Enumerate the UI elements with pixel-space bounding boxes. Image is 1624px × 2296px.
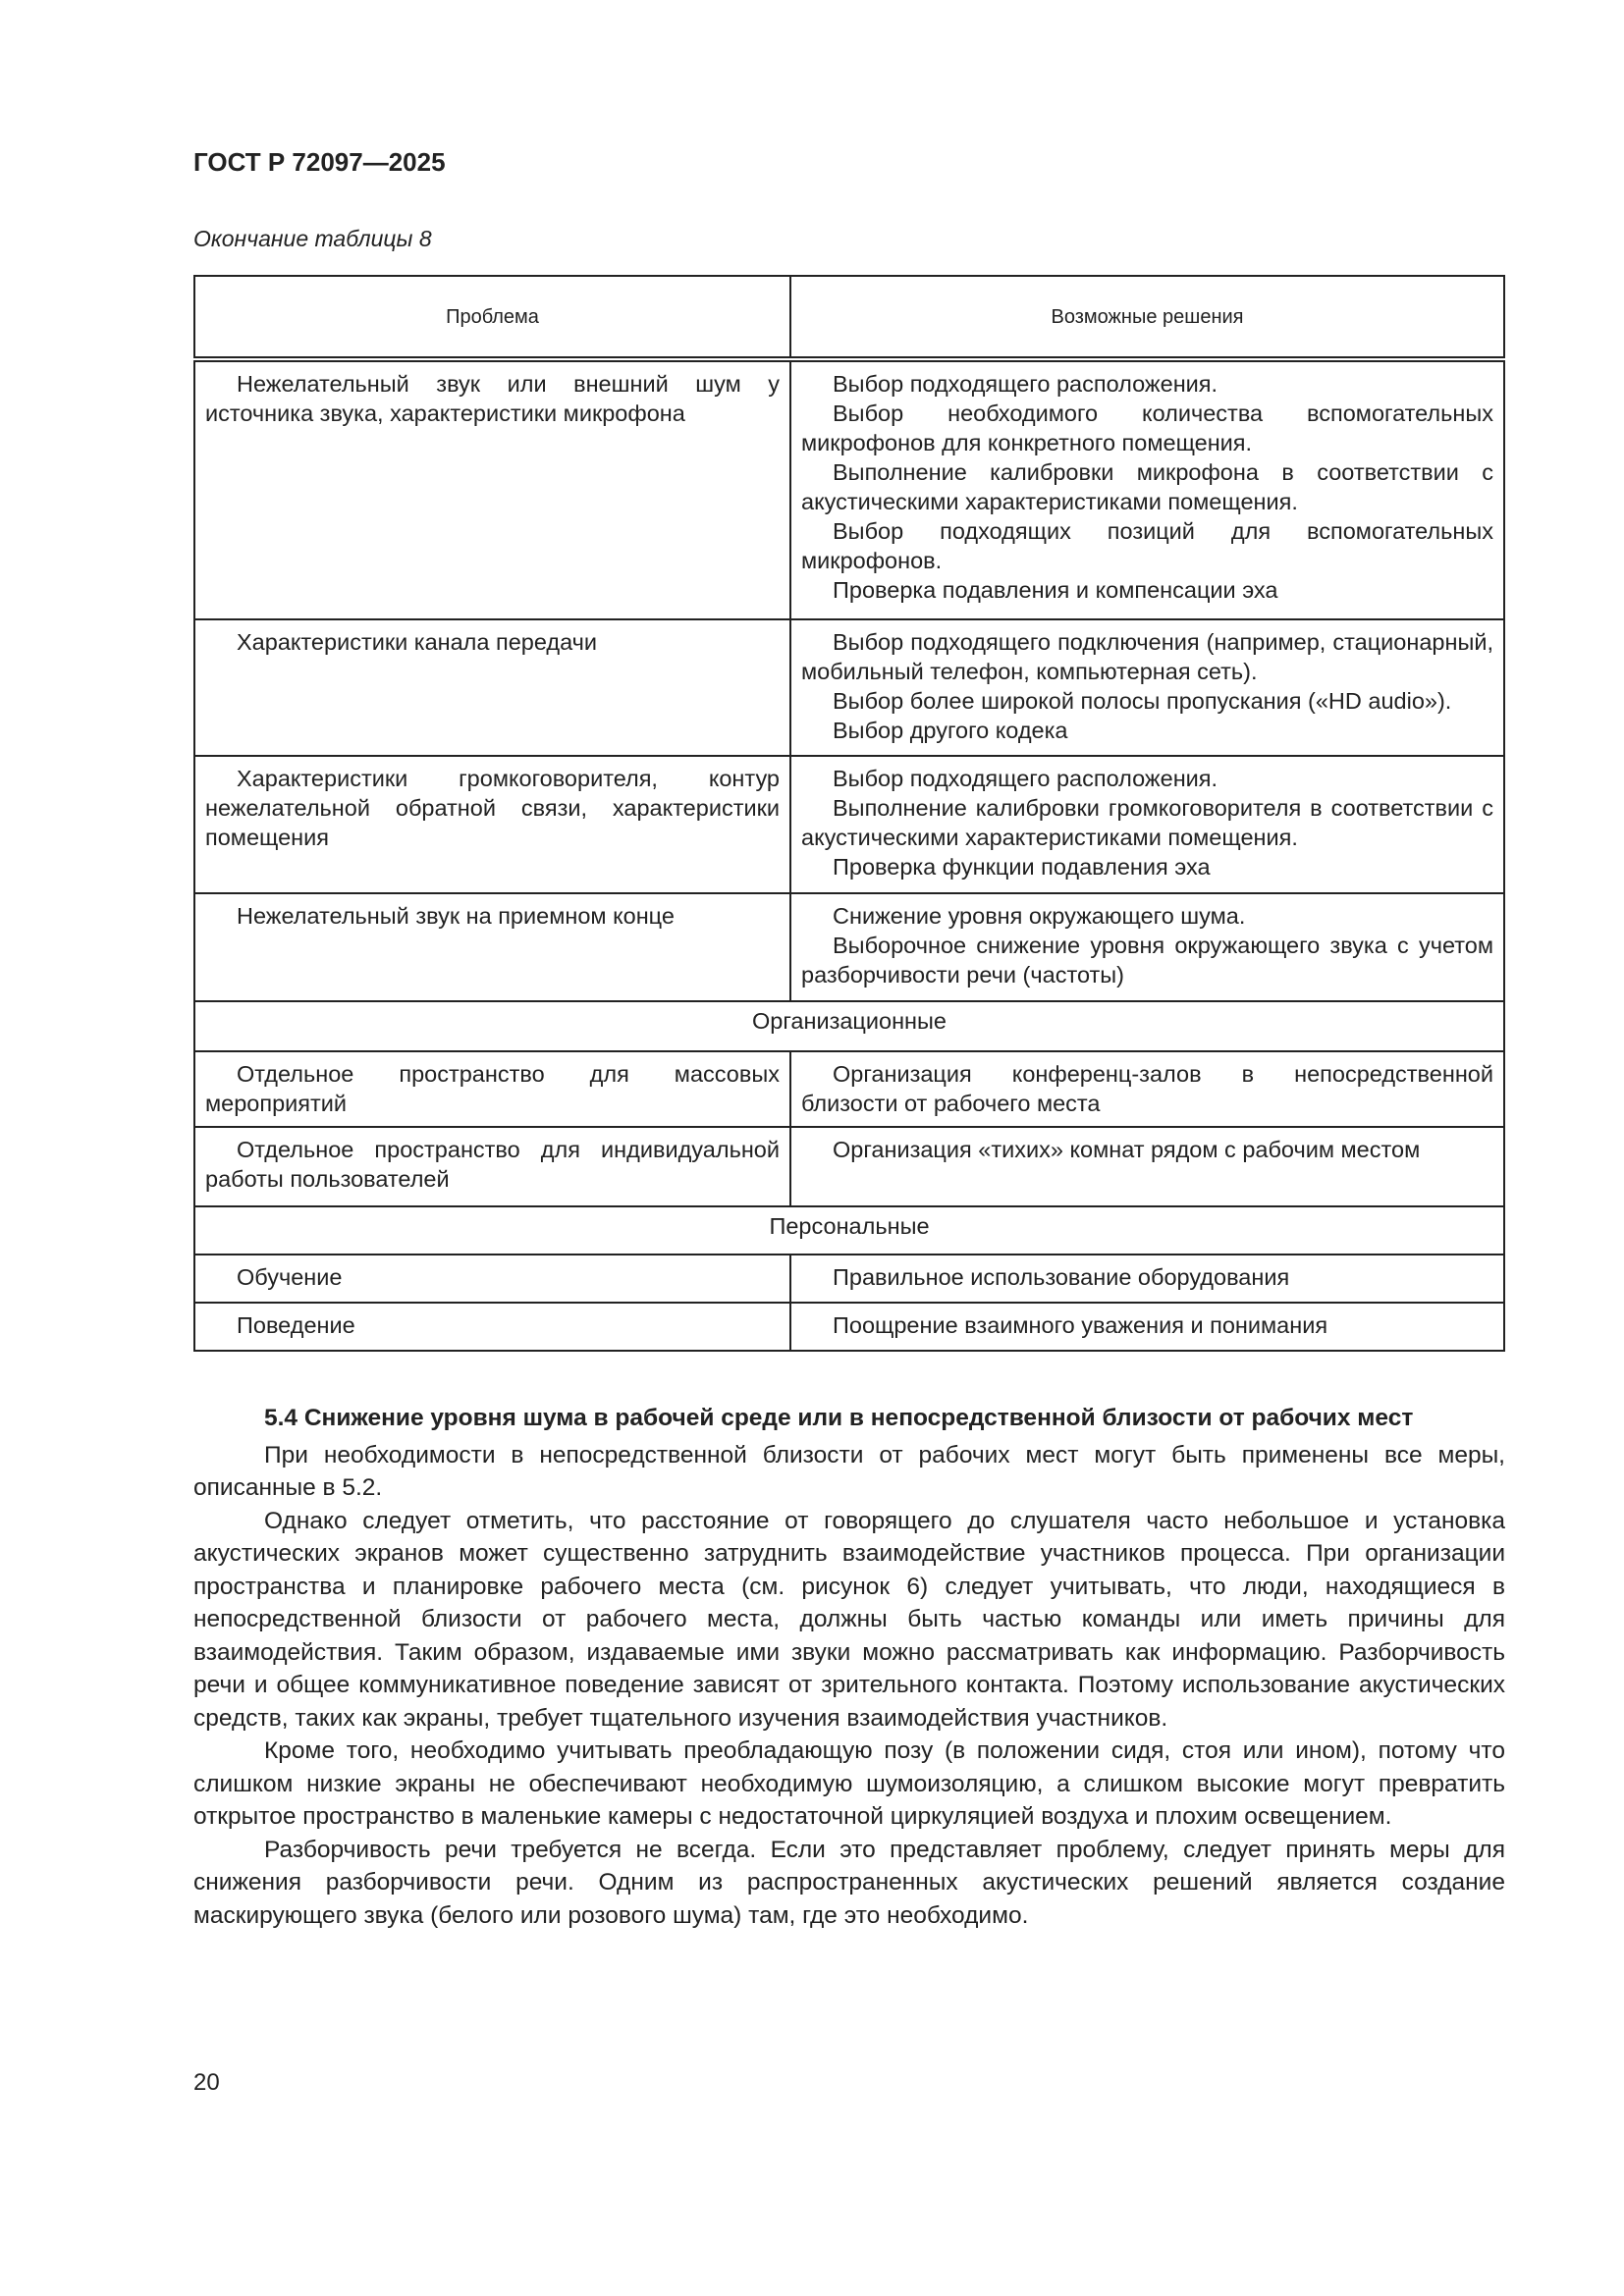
document-code: ГОСТ Р 72097—2025: [193, 147, 446, 177]
solution-text: Проверка подавления и компенсации эха: [833, 577, 1278, 603]
solution-text: Снижение уровня окружающего шума.: [833, 903, 1246, 929]
solution-text: Выбор более широкой полосы пропускания («HD audio»).: [833, 688, 1452, 714]
table-row: [194, 756, 1504, 893]
section-label: Персональные: [194, 1206, 1504, 1255]
section-5-4: [193, 1402, 1505, 1932]
solutions-cell: [790, 359, 1504, 619]
paragraph: Кроме того, необходимо учитывать преобладающую позу (в положении сидя, стоя или ином), потому что слишком низкие экраны не обеспечивают необходимую шумоизоляцию, а слишком высокие могут превратить открытое пространство в маленькие камеры с недостаточной циркуляцией воздуха и плохим освещением.: [193, 1737, 1505, 1830]
table-row: [194, 359, 1504, 619]
page-number: 20: [193, 2069, 220, 2096]
column-header-solutions: Возможные решения: [790, 276, 1504, 359]
problem-text: Отдельное пространство для индивидуальной работы пользователей: [205, 1137, 780, 1192]
solutions-cell: [790, 1303, 1504, 1351]
solution-text: Организация конференц-залов в непосредственной близости от рабочего места: [801, 1061, 1493, 1116]
solution-text: Выбор подходящего расположения.: [833, 371, 1218, 397]
problem-cell: [194, 1255, 790, 1303]
solution-text: Выбор подходящего расположения.: [833, 766, 1218, 791]
solution-text: Выбор подходящего подключения (например, стационарный, мобильный телефон, компьютерная сеть).: [801, 629, 1493, 684]
table-row: [194, 1051, 1504, 1127]
solutions-cell: [790, 1051, 1504, 1127]
table-row: [194, 1255, 1504, 1303]
problem-text: Обучение: [237, 1264, 343, 1290]
table-header-row: [194, 276, 1504, 359]
table-row: [194, 1127, 1504, 1206]
solution-text: Организация «тихих» комнат рядом с рабочим местом: [833, 1137, 1421, 1162]
problem-cell: [194, 756, 790, 893]
solution-text: Выполнение калибровки микрофона в соответствии с акустическими характеристиками помещения.: [801, 459, 1493, 514]
solution-text: Проверка функции подавления эха: [833, 854, 1211, 880]
solutions-cell: [790, 1255, 1504, 1303]
problem-text: Нежелательный звук на приемном конце: [237, 903, 675, 929]
problem-cell: [194, 1051, 790, 1127]
problem-cell: [194, 619, 790, 756]
table-section-row: [194, 1206, 1504, 1255]
problem-cell: [194, 1127, 790, 1206]
table-row: [194, 1303, 1504, 1351]
paragraph: Разборчивость речи требуется не всегда. Если это представляет проблему, следует принять меры для снижения разборчивости речи. Одним из распространенных акустических решений является создание маскирующего звука (белого или розового шума) там, где это необходимо.: [193, 1836, 1505, 1929]
problem-cell: [194, 893, 790, 1001]
solution-text: Поощрение взаимного уважения и понимания: [833, 1312, 1328, 1338]
problem-text: Характеристики канала передачи: [237, 629, 598, 655]
solutions-cell: [790, 1127, 1504, 1206]
problem-text: Нежелательный звук или внешний шум у источника звука, характеристики микрофона: [205, 371, 780, 426]
section-heading: 5.4 Снижение уровня шума в рабочей среде или в непосредственной близости от рабочих мест: [264, 1405, 1414, 1431]
paragraph: Однако следует отметить, что расстояние от говорящего до слушателя часто небольшое и установка акустических экранов может существенно затруднить взаимодействие участников процесса. При организации пространства и планировке рабочего места (см. рисунок 6) следует учитывать, что люди, находящиеся в непосредственной близости от рабочего места, должны быть частью команды или иметь причины для взаимодействия. Таким образом, издаваемые ими звуки можно рассматривать как информацию. Разборчивость речи и общее коммуникативное поведение зависят от зрительного контакта. Поэтому использование акустических средств, таких как экраны, требует тщательного изучения взаимодействия участников.: [193, 1507, 1505, 1732]
section-label: Организационные: [194, 1001, 1504, 1051]
solutions-cell: [790, 619, 1504, 756]
problem-text: Поведение: [237, 1312, 355, 1338]
problem-cell: [194, 1303, 790, 1351]
solution-text: Правильное использование оборудования: [833, 1264, 1290, 1290]
table-row: [194, 893, 1504, 1001]
solution-text: Выполнение калибровки громкоговорителя в соответствии с акустическими характеристиками помещения.: [801, 795, 1493, 850]
solution-text: Выбор другого кодека: [833, 718, 1068, 743]
table-section-row: [194, 1001, 1504, 1051]
solution-text: Выбор необходимого количества вспомогательных микрофонов для конкретного помещения.: [801, 400, 1493, 455]
solutions-cell: [790, 893, 1504, 1001]
problem-cell: [194, 359, 790, 619]
solution-text: Выбор подходящих позиций для вспомогательных микрофонов.: [801, 518, 1493, 573]
problem-text: Характеристики громкоговорителя, контур нежелательной обратной связи, характеристики помещения: [205, 766, 780, 850]
table-row: [194, 619, 1504, 756]
column-header-problem: Проблема: [194, 276, 790, 359]
solution-text: Выборочное снижение уровня окружающего звука с учетом разборчивости речи (частоты): [801, 933, 1493, 988]
solutions-cell: [790, 756, 1504, 893]
paragraph: При необходимости в непосредственной близости от рабочих мест могут быть применены все меры, описанные в 5.2.: [193, 1441, 1505, 1501]
problem-text: Отдельное пространство для массовых мероприятий: [205, 1061, 780, 1116]
solutions-table: [193, 275, 1505, 1352]
table-caption: Окончание таблицы 8: [193, 226, 432, 251]
